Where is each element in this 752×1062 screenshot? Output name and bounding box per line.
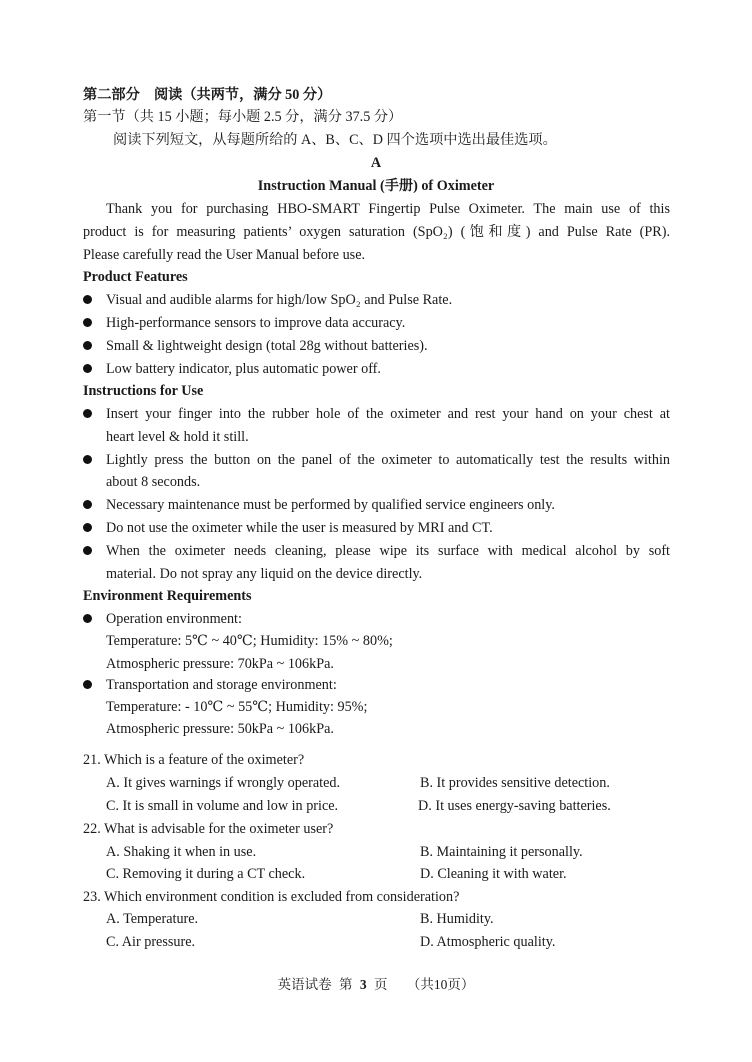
footer-page-prefix: 第	[339, 977, 353, 992]
bullet-icon	[83, 500, 92, 509]
passage-letter: A	[370, 155, 382, 171]
option-a: A. It gives warnings if wrongly operated.	[106, 775, 341, 791]
instruction-item: Lightly press the button on the panel of the oximeter to automatically test the results within	[106, 452, 670, 468]
intro-line-1: Thank you for purchasing HBO-SMART Fingertip Pulse Oximeter. The main use of this	[106, 201, 670, 217]
environment-heading: Environment Requirements	[83, 588, 252, 604]
passage-title: Instruction Manual (手册) of Oximeter	[257, 178, 495, 194]
option-d: D. It uses energy-saving batteries.	[418, 798, 611, 814]
bullet-icon	[83, 680, 92, 689]
option-d: D. Cleaning it with water.	[420, 866, 567, 882]
bullet-icon	[83, 455, 92, 464]
question-stem: 22. What is advisable for the oximeter user?	[83, 821, 334, 837]
footer-total-pages: （共10页）	[406, 977, 475, 992]
features-heading: Product Features	[83, 269, 188, 285]
instruction-text: 阅读下列短文，从每题所给的 A、B、C、D 四个选项中选出最佳选项。	[113, 132, 557, 148]
bullet-icon	[83, 295, 92, 304]
part-heading: 第二部分 阅读（共两节，满分 50 分）	[83, 87, 332, 103]
footer-subject: 英语试卷	[277, 977, 332, 992]
option-c: C. Air pressure.	[106, 934, 196, 950]
instruction-item: Do not use the oximeter while the user is measured by MRI and CT.	[106, 520, 493, 536]
option-b: B. It provides sensitive detection.	[420, 775, 610, 791]
footer-page-number: 3	[359, 977, 367, 992]
bullet-icon	[83, 546, 92, 555]
question-stem: 23. Which environment condition is excluded from consideration?	[83, 889, 460, 905]
question-stem: 21. Which is a feature of the oximeter?	[83, 752, 305, 768]
instruction-item-cont: heart level & hold it still.	[106, 429, 249, 445]
instruction-item-cont: material. Do not spray any liquid on the device directly.	[106, 566, 423, 582]
environment-temperature: Temperature: - 10℃ ~ 55℃; Humidity: 95%;	[106, 699, 368, 715]
bullet-icon	[83, 523, 92, 532]
instruction-item-cont: about 8 seconds.	[106, 474, 201, 490]
instructions-heading: Instructions for Use	[83, 383, 204, 399]
instruction-item: Insert your finger into the rubber hole of the oximeter and rest your hand on your chest at	[106, 406, 670, 422]
environment-temperature: Temperature: 5℃ ~ 40℃; Humidity: 15% ~ 80%;	[106, 633, 393, 649]
bullet-icon	[83, 614, 92, 623]
section-heading: 第一节（共 15 小题；每小题 2.5 分，满分 37.5 分）	[83, 109, 403, 125]
option-b: B. Maintaining it personally.	[420, 844, 583, 860]
instruction-item: When the oximeter needs cleaning, please wipe its surface with medical alcohol by soft	[106, 543, 670, 559]
footer-page-suffix: 页	[374, 977, 388, 992]
feature-item: High-performance sensors to improve data accuracy.	[106, 315, 406, 331]
feature-item: Small & lightweight design (total 28g without batteries).	[106, 338, 428, 354]
bullet-icon	[83, 318, 92, 327]
feature-item: Visual and audible alarms for high/low SpO₂ and Pulse Rate.	[106, 292, 453, 308]
instruction-item: Necessary maintenance must be performed by qualified service engineers only.	[106, 497, 555, 513]
environment-pressure: Atmospheric pressure: 50kPa ~ 106kPa.	[106, 721, 334, 737]
environment-label: Transportation and storage environment:	[106, 677, 337, 693]
bullet-icon	[83, 341, 92, 350]
option-a: A. Temperature.	[106, 911, 199, 927]
environment-label: Operation environment:	[106, 611, 242, 627]
intro-line-3: Please carefully read the User Manual before use.	[83, 247, 366, 263]
feature-item: Low battery indicator, plus automatic power off.	[106, 361, 381, 377]
option-a: A. Shaking it when in use.	[106, 844, 257, 860]
option-d: D. Atmospheric quality.	[420, 934, 556, 950]
environment-pressure: Atmospheric pressure: 70kPa ~ 106kPa.	[106, 656, 334, 672]
bullet-icon	[83, 364, 92, 373]
option-c: C. It is small in volume and low in price.	[106, 798, 339, 814]
bullet-icon	[83, 409, 92, 418]
intro-line-2: product is for measuring patients’ oxygen saturation (SpO₂) (饱和度) and Pulse Rate (PR).	[83, 224, 670, 240]
page-footer	[0, 973, 752, 993]
option-c: C. Removing it during a CT check.	[106, 866, 306, 882]
option-b: B. Humidity.	[420, 911, 494, 927]
